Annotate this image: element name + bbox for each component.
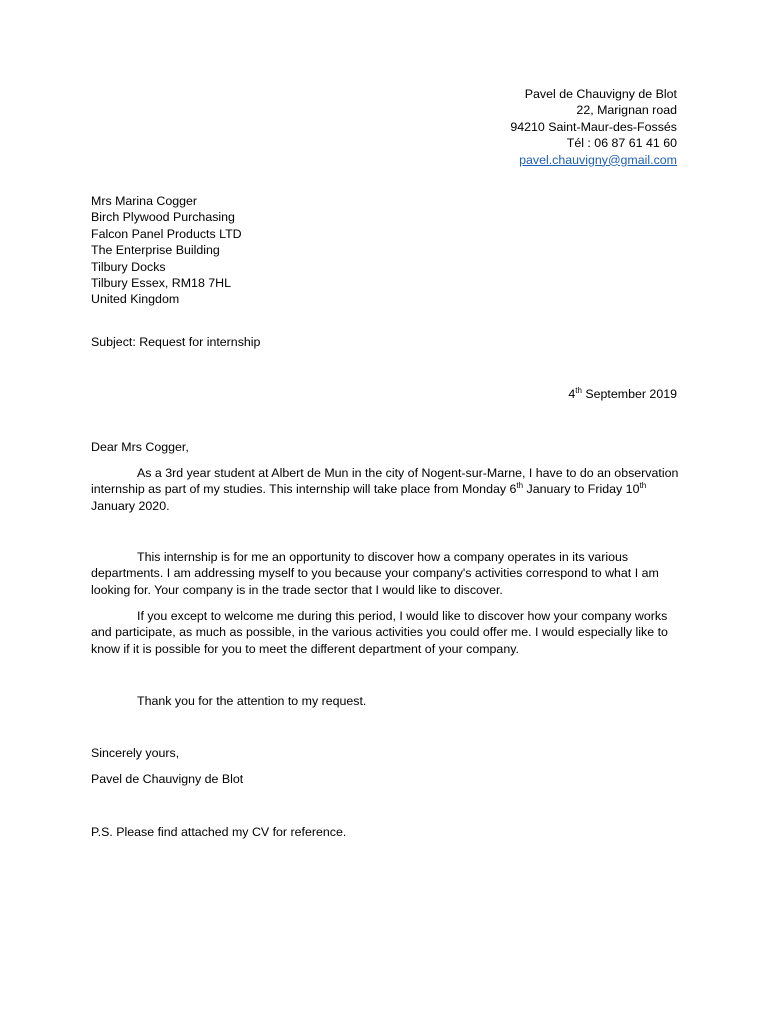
recipient-department: Birch Plywood Purchasing	[91, 210, 235, 225]
paragraph-4: Thank you for the attention to my request.	[137, 694, 367, 708]
date-suffix: th	[575, 385, 582, 395]
date-rest: September 2019	[581, 387, 677, 401]
paragraph-1-part3: January 2020.	[91, 498, 170, 513]
paragraph-1-part1: As a 3rd year student at Albert de Mun in the city of Nogent-sur-Marne, I have to do an observation internship as part of my studies. This internship will take place from Monday 6	[91, 466, 679, 497]
recipient-building: The Enterprise Building	[91, 243, 220, 258]
postscript: P.S. Please find attached my CV for reference.	[91, 825, 347, 839]
sender-address-block	[510, 86, 677, 168]
sender-email-link[interactable]: pavel.chauvigny@gmail.com	[519, 152, 677, 167]
signature: Pavel de Chauvigny de Blot	[91, 772, 244, 786]
recipient-company: Falcon Panel Products LTD	[91, 226, 242, 241]
subject-line: Subject: Request for internship	[91, 335, 261, 349]
sender-name: Pavel de Chauvigny de Blot	[524, 87, 677, 101]
recipient-postcode: Tilbury Essex, RM18 7HL	[91, 276, 232, 291]
sender-city: 94210 Saint-Maur-des-Fossés	[510, 119, 677, 134]
date-day: 4	[568, 387, 576, 401]
letter-date	[568, 386, 677, 402]
sender-street: 22, Marignan road	[576, 103, 677, 118]
recipient-country: United Kingdom	[91, 292, 180, 307]
recipient-address-block	[91, 193, 242, 308]
paragraph-2: This internship is for me an opportunity to discover how a company operates in its various departments. I am addressing myself to you because your company's activities correspond to what I am looking for. Your company is in the trade sector that I would like to discover.	[91, 550, 659, 597]
sender-phone: Tél : 06 87 61 41 60	[566, 136, 677, 151]
paragraph-3: If you except to welcome me during this period, I would like to discover how your company works and participate, as much as possible, in the various activities you could offer me. I would especially like to know if it is possible for you to meet the different department of your company.	[91, 609, 668, 656]
paragraph-1	[91, 465, 681, 514]
greeting: Dear Mrs Cogger,	[91, 440, 189, 454]
recipient-area: Tilbury Docks	[91, 259, 166, 274]
closing: Sincerely yours,	[91, 746, 180, 760]
paragraph-1-sup2: th	[639, 481, 647, 491]
paragraph-1-sup1: th	[516, 481, 524, 491]
paragraph-1-part2: January to Friday 10	[523, 482, 640, 497]
recipient-name: Mrs Marina Cogger	[91, 194, 198, 208]
